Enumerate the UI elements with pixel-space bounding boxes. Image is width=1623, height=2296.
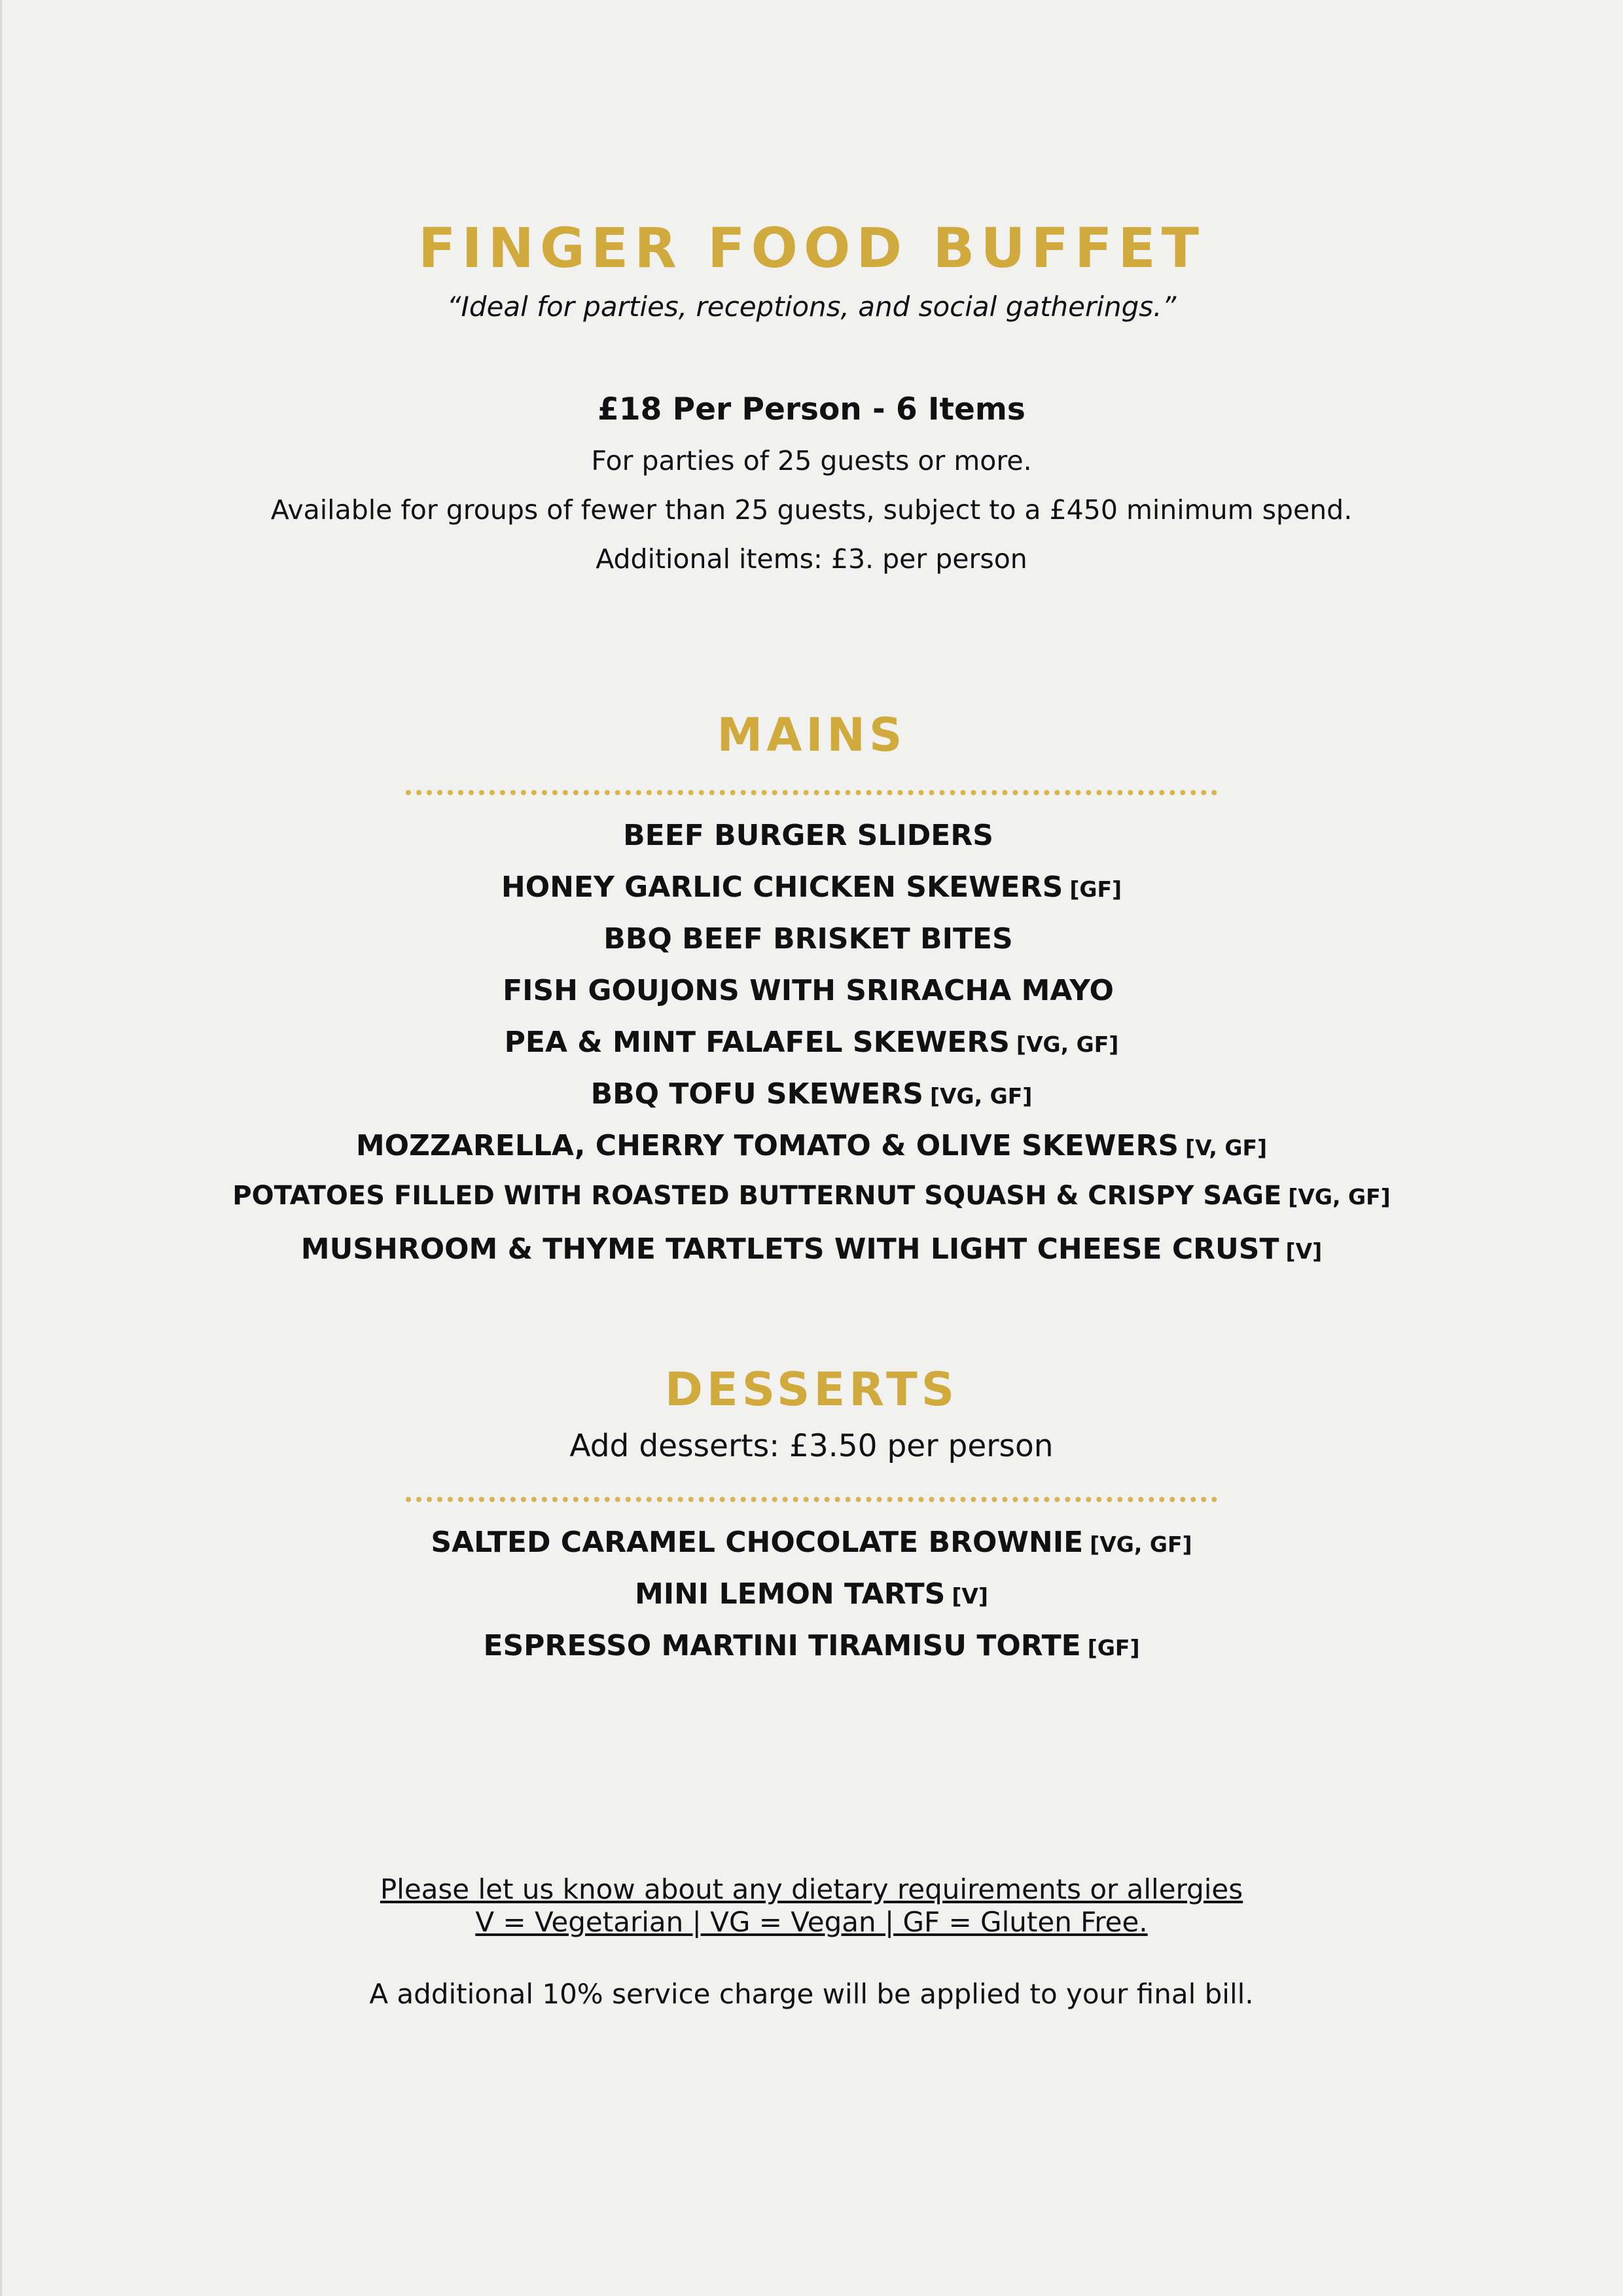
dessert-item xyxy=(0,1526,1623,1559)
dietary-requirements-note: Please let us know about any dietary requirements or allergies xyxy=(380,1873,1243,1905)
dessert-item xyxy=(0,1629,1623,1662)
dessert-item xyxy=(0,1577,1623,1611)
dietary-tag: [VG, GF] xyxy=(929,1083,1033,1109)
mains-item-name: POTATOES FILLED WITH ROASTED BUTTERNUT SQUASH & CRISPY SAGE xyxy=(232,1181,1282,1211)
mains-item xyxy=(0,922,1623,956)
pricing-line-minimum-spend: Available for groups of fewer than 25 guests, subject to a £450 minimum spend. xyxy=(270,494,1353,526)
mains-item-name: MUSHROOM & THYME TARTLETS WITH LIGHT CHEESE CRUST xyxy=(300,1232,1279,1266)
mains-item xyxy=(0,1077,1623,1111)
mains-item xyxy=(0,819,1623,852)
mains-item xyxy=(0,870,1623,904)
desserts-dotted-divider xyxy=(406,1497,1217,1502)
desserts-section-title: DESSERTS xyxy=(664,1363,959,1416)
mains-item-name: FISH GOUJONS WITH SRIRACHA MAYO xyxy=(503,974,1114,1007)
mains-item-name: PEA & MINT FALAFEL SKEWERS xyxy=(504,1026,1010,1059)
mains-item xyxy=(0,1129,1623,1162)
dessert-item-name: SALTED CARAMEL CHOCOLATE BROWNIE xyxy=(431,1526,1084,1559)
mains-item-name: HONEY GARLIC CHICKEN SKEWERS xyxy=(501,870,1063,904)
dietary-tag: [VG, GF] xyxy=(1016,1031,1119,1057)
mains-item-name: BBQ TOFU SKEWERS xyxy=(590,1077,923,1111)
mains-item xyxy=(0,1232,1623,1266)
dietary-tag: [V] xyxy=(1285,1238,1323,1264)
desserts-price-note: Add desserts: £3.50 per person xyxy=(569,1428,1054,1464)
mains-item-name: MOZZARELLA, CHERRY TOMATO & OLIVE SKEWERS xyxy=(355,1129,1179,1162)
menu-title: FINGER FOOD BUFFET xyxy=(418,216,1205,280)
dietary-tag: [GF] xyxy=(1087,1635,1140,1660)
mains-item-name: BEEF BURGER SLIDERS xyxy=(623,819,993,852)
mains-item xyxy=(0,1026,1623,1059)
mains-item xyxy=(0,974,1623,1007)
service-charge-note: A additional 10% service charge will be applied to your final bill. xyxy=(369,1978,1254,2010)
dietary-legend: V = Vegetarian | VG = Vegan | GF = Gluten Free. xyxy=(475,1906,1148,1938)
dietary-tag: [GF] xyxy=(1069,876,1122,902)
mains-dotted-divider xyxy=(406,790,1217,795)
mains-section-title: MAINS xyxy=(717,708,906,762)
mains-item xyxy=(0,1181,1623,1211)
pricing-line-additional-items: Additional items: £3. per person xyxy=(596,543,1027,575)
dessert-item-name: MINI LEMON TARTS xyxy=(634,1577,946,1611)
dessert-item-name: ESPRESSO MARTINI TIRAMISU TORTE xyxy=(483,1629,1081,1662)
menu-tagline: “Ideal for parties, receptions, and social gatherings.” xyxy=(446,291,1177,323)
mains-item-name: BBQ BEEF BRISKET BITES xyxy=(603,922,1013,956)
dietary-tag: [V, GF] xyxy=(1185,1135,1268,1160)
dietary-tag: [VG, GF] xyxy=(1288,1184,1391,1210)
pricing-line-min-guests: For parties of 25 guests or more. xyxy=(591,445,1032,476)
price-headline: £18 Per Person - 6 Items xyxy=(597,391,1026,427)
dietary-tag: [V] xyxy=(952,1583,989,1609)
dietary-tag: [VG, GF] xyxy=(1090,1532,1192,1557)
